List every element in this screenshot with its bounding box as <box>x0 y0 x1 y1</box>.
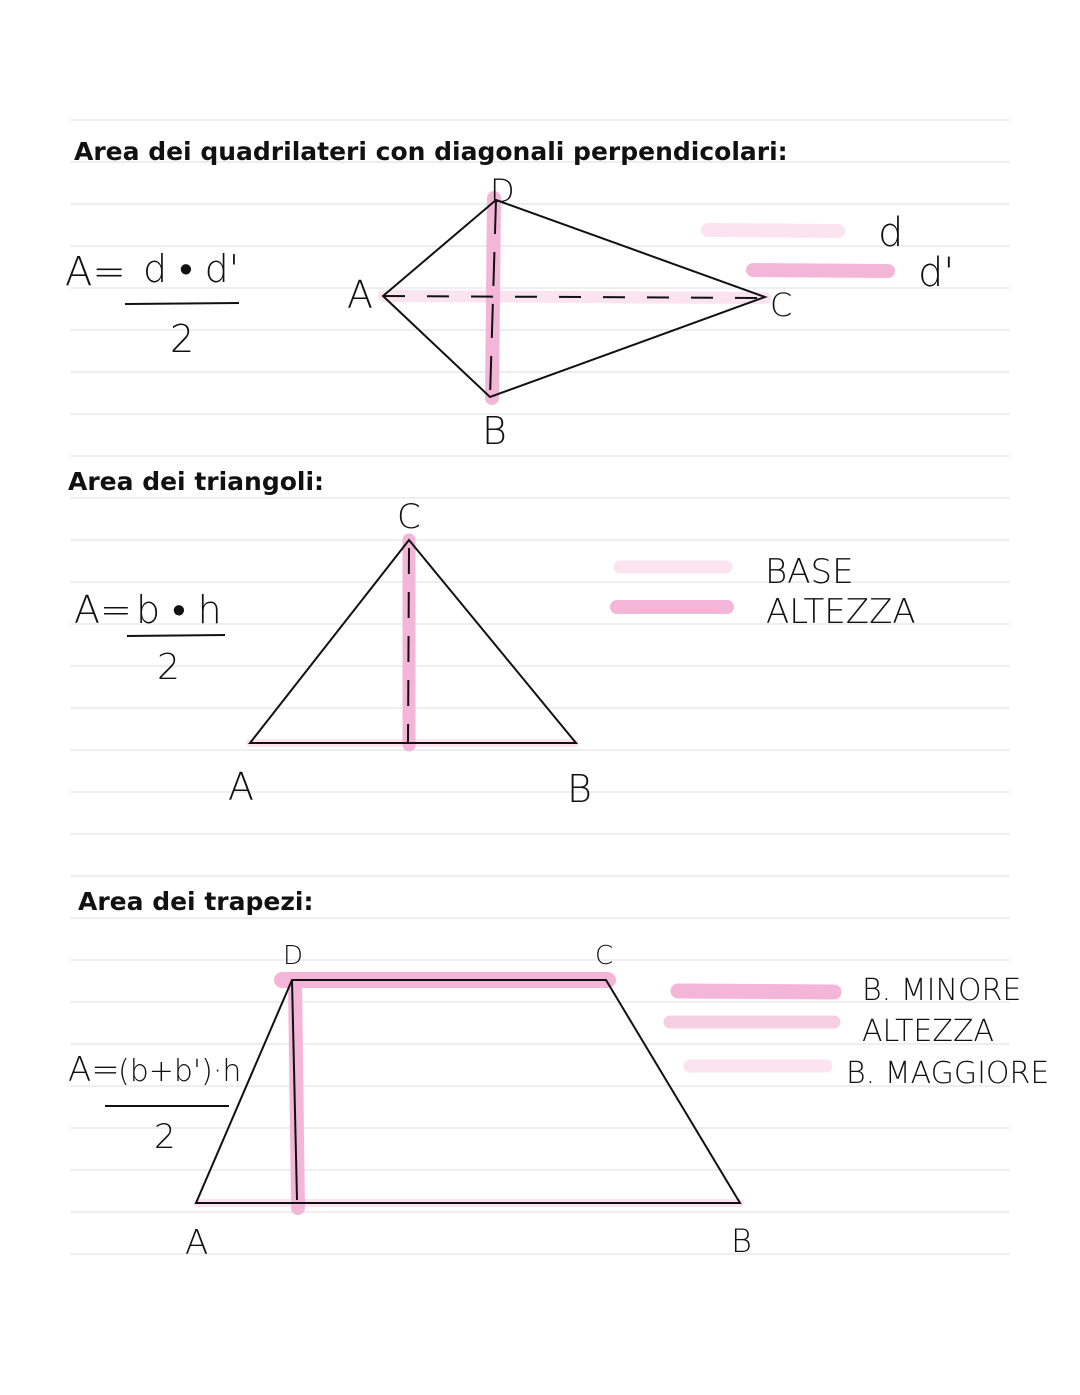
legend-label-d: d <box>878 210 904 256</box>
formula-lhs: A= <box>68 1050 120 1090</box>
triangles-heading: Area dei triangoli: <box>68 467 325 496</box>
legend-label-d-prime: d' <box>918 250 955 296</box>
legend-label-height: ALTEZZA <box>862 1014 995 1049</box>
trapezoids-heading: Area dei trapezi: <box>78 887 314 916</box>
legend-label-height: ALTEZZA <box>766 592 916 632</box>
formula-denominator: 2 <box>154 1117 176 1157</box>
trapezoid-outline <box>196 980 740 1203</box>
vertex-label-c: C <box>595 941 614 971</box>
formula-numerator: d • d' <box>143 247 240 291</box>
vertex-label-c: C <box>397 497 421 537</box>
formula-lhs: A= <box>74 588 132 632</box>
vertex-label-b: B <box>567 767 592 811</box>
legend-swatch-minor-base <box>678 991 834 992</box>
formula-denominator: 2 <box>157 647 180 688</box>
vertex-label-b: B <box>482 409 507 453</box>
legend-label-major-base: B. MAGGIORE <box>846 1056 1050 1091</box>
vertex-label-a: A <box>228 765 254 809</box>
quadrilaterals-heading: Area dei quadrilateri con diagonali perpendicolari: <box>74 137 788 166</box>
vertex-label-d: D <box>283 941 304 971</box>
formula-lhs: A= <box>65 249 126 295</box>
vertex-label-d: D <box>490 172 515 210</box>
vertex-label-c: C <box>770 286 793 324</box>
formula-numerator: (b+b')·h <box>118 1054 242 1089</box>
vertex-label-a: A <box>347 273 373 317</box>
legend-label-base: BASE <box>765 552 854 592</box>
vertex-label-a: A <box>185 1223 209 1263</box>
vertex-label-b: B <box>731 1222 752 1260</box>
legend-label-minor-base: B. MINORE <box>862 973 1022 1008</box>
formula-numerator: b • h <box>136 588 222 632</box>
formula-denominator: 2 <box>170 317 195 361</box>
